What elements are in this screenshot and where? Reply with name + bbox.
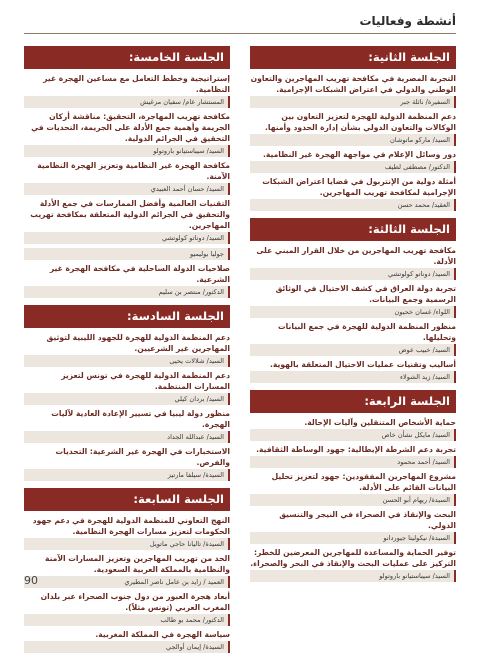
- talk-title: مشروع المهاجرين المفقودين: جهود لتعزيز تحليل البيانات القائم على الأدلة.: [271, 472, 456, 492]
- talk-item: [250, 357, 456, 384]
- talk-item: [250, 442, 456, 469]
- right-column: [250, 38, 456, 583]
- talk-item: [250, 147, 456, 174]
- session-header: الجلسة السابعة:: [24, 488, 230, 511]
- talk-speaker: السيد/ سيباستيانو باروتولو: [250, 570, 456, 582]
- talk-title: النهج التعاوني للمنظمة الدولية للهجرة في دعم جهود الحكومات لتعزيز مسارات الهجرة النظامية.: [32, 516, 230, 536]
- talk-speaker: السيد/ ماركو ماتوشان: [250, 134, 456, 146]
- talk-item: [24, 330, 230, 368]
- talk-item: [24, 368, 230, 406]
- talk-item: [24, 406, 230, 444]
- talk-title: التقنيات العالمية وأفضل الممارسات في جمع الأدلة والتحقيق في الجرائم الدولية المتعلقة بمكافحة تهريب المهاجرين.: [30, 199, 230, 230]
- talk-speaker: السيد/ زيد الشولاء: [250, 371, 456, 383]
- talk-item: [250, 281, 456, 319]
- talk-item: [24, 158, 230, 196]
- talk-title: تجربة دعم الشرطة الإيطالية: جهود الوساطة الثقافية.: [256, 445, 456, 454]
- talk-speaker: السيد/ دوناتو كولوتشي: [250, 268, 456, 280]
- talk-speaker: المستشار عام/ سفيان مزغيش: [24, 96, 230, 108]
- talk-item: [24, 513, 230, 551]
- talk-speaker: السفيرة/ نائلة جبر: [250, 96, 456, 108]
- talk-title: مكافحة تهريب المهاجرة، التحقيق: مناقشة أركان الجريمة وأهمية جمع الأدلة على الجريمة، التحديات في التحقيق في الجرائم الدولية.: [31, 112, 230, 143]
- talk-speaker: السيد/ حسان أحمد العبيدي: [24, 183, 230, 195]
- talk-item: [250, 507, 456, 545]
- talk-title: دعم المنظمة الدولية للهجرة للجهود الليبية لتوثيق المهاجرين غير الشرعيين.: [46, 333, 230, 353]
- talk-item: [24, 245, 230, 261]
- talk-item: [24, 589, 230, 627]
- talk-speaker: السيد/ بردان كيلي: [24, 393, 230, 405]
- talk-item: [250, 243, 456, 281]
- talk-speaker: السيد/ شلالات يحيى: [24, 355, 230, 367]
- talk-item: [250, 469, 456, 507]
- talk-item: [250, 174, 456, 212]
- talk-title: التجربة المصرية في مكافحة تهريب المهاجرين والتعاون الوطني والدولي في اعتراض الشبكات الإجرامية.: [250, 74, 456, 94]
- talk-speaker: السيد/ خبيب عوض: [250, 344, 456, 356]
- talk-speaker: العقيد/ محمد حسن: [250, 199, 456, 211]
- talk-speaker: السيدة/ سيلفا مارتيز: [24, 469, 230, 481]
- session-header: الجلسة الخامسة:: [24, 46, 230, 69]
- session-header: الجلسة الرابعة:: [250, 390, 456, 413]
- talk-title: منظور دولة ليبيا في تسيير الإعادة العادية لآليات الهجرة.: [51, 409, 230, 429]
- talk-title: أمثلة دولية من الإنتربول في قضايا اعتراض الشبكات الإجرامية لمكافحة تهريب المهاجرين.: [262, 177, 456, 197]
- talk-item: [250, 545, 456, 583]
- talk-title: صلاحيات الدولة الساحلية في مكافحة الهجرة غير الشرعية.: [49, 264, 230, 284]
- session-header: الجلسة الثانية:: [250, 46, 456, 69]
- talk-item: [24, 109, 230, 158]
- session-header: الجلسة السادسة:: [24, 305, 230, 328]
- talk-speaker: السيد/ مايكل نشأن خاص: [250, 429, 456, 441]
- talk-title: الاستخبارات في الهجرة غير الشرعية: التحديات والفرص.: [55, 447, 230, 467]
- left-column: [24, 38, 230, 654]
- talk-title: الحد من تهريب المهاجرين وتعزيز المسارات الآمنة والنظامية بالمملكة العربية السعودية.: [44, 554, 230, 574]
- talk-title: توفير الحماية والمساعدة للمهاجرين المعرضين للخطر: التركيز على عمليات البحث والإنقاذ في البحر والصحراء.: [250, 548, 456, 568]
- page-title: أنشطة وفعاليات: [359, 14, 456, 28]
- talk-speaker: الدكتور/ مصطفى لطيف: [250, 161, 456, 173]
- talk-item: [24, 71, 230, 109]
- page-number: 90: [24, 574, 38, 587]
- talk-item: [24, 551, 230, 589]
- talk-speaker: السيدة/ نيكوليتا جيوردانو: [250, 532, 456, 544]
- talk-title: أساليب وتقنيات عمليات الاحتيال المتعلقة بالهوية.: [270, 360, 456, 369]
- title-divider: [24, 33, 456, 34]
- talk-speaker: السيد/ دوناتو كولوتشي: [24, 232, 230, 244]
- session-header: الجلسة الثالثة:: [250, 218, 456, 241]
- talk-speaker: السيد/ عبدالله الجداد: [24, 431, 230, 443]
- talk-title: حماية الأشخاص المتنقلين وآليات الإحالة.: [304, 418, 456, 427]
- talk-speaker: جوليا بوليميو: [24, 248, 230, 260]
- talk-title: مكافحة تهريب المهاجرين من خلال القرار المبني على الأدلة.: [256, 246, 456, 266]
- talk-speaker: العميد / زايد بن عامل ناصر المطيري: [24, 576, 230, 588]
- talk-item: [250, 109, 456, 147]
- talk-title: دور وسائل الإعلام في مواجهة الهجرة غير النظامية.: [262, 150, 456, 159]
- talk-item: [24, 261, 230, 299]
- talk-item: [250, 415, 456, 442]
- talk-title: البحث والإنقاذ في الصحراء في النيجر والتنسيق الدولي.: [279, 510, 456, 530]
- talk-speaker: السيد/ أحمد محمود: [250, 456, 456, 468]
- talk-title: منظور المنظمة الدولية للهجرة في جمع البيانات وتحليلها.: [278, 322, 456, 342]
- talk-speaker: السيدة/ إيمان أوالجي: [24, 641, 230, 653]
- talk-speaker: السيد/ سيباستيانو باروتولو: [24, 145, 230, 157]
- talk-title: سياسة الهجرة في المملكة المغربية.: [95, 630, 230, 639]
- talk-title: أبعاد هجرة العبور من دول جنوب الصحراء عبر بلدان المغرب العربي (تونس مثلاً).: [40, 592, 230, 612]
- talk-item: [24, 627, 230, 654]
- talk-title: إستراتيجية وخطط التعامل مع مساعين الهجرة غير النظامية.: [43, 74, 230, 94]
- talk-item: [24, 196, 230, 245]
- talk-speaker: الدكتور/ منتصر بن سليم: [24, 286, 230, 298]
- talk-title: دعم المنظمة الدولية للهجرة لتعزيز التعاون بين الوكالات والتعاون الدولي بشأن إدارة الحدود وأمنها.: [264, 112, 456, 132]
- talk-speaker: الدكتور/ محمد بو طالب: [24, 614, 230, 626]
- talk-item: [24, 444, 230, 482]
- talk-speaker: اللواء/ غسان خحيون: [250, 306, 456, 318]
- talk-item: [250, 319, 456, 357]
- talk-speaker: السيدة/ تاليانا حاجي ماتويل: [24, 538, 230, 550]
- talk-title: تجربة دولة العراق في كشف الاحتيال في الوثائق الرسمية وجمع البيانات.: [275, 284, 456, 304]
- talk-title: دعم المنظمة الدولية للهجرة في تونس لتعزيز المسارات المنتظمة.: [61, 371, 230, 391]
- talk-item: [250, 71, 456, 109]
- talk-title: مكافحة الهجرة غير النظامية وتعزيز الهجرة النظامية الآمنة.: [37, 161, 230, 181]
- talk-speaker: السيدة/ ريهام أبو الحسن: [250, 494, 456, 506]
